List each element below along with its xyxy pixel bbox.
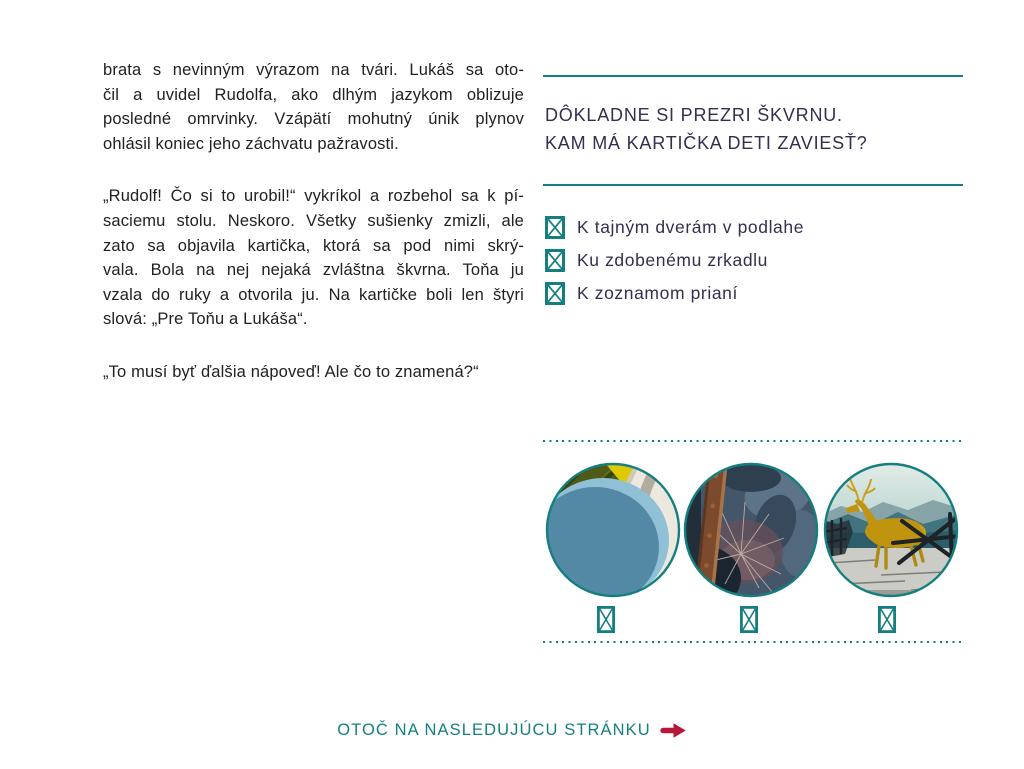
- answer-checkbox-icon[interactable]: [597, 606, 615, 633]
- story-text-line: vzala do ruky a otvorila ju. Na kartičke boli len štyri: [103, 285, 524, 304]
- story-text-line: ohlásil koniec jeho záchvatu pažravosti.: [103, 134, 399, 153]
- story-text-line: vala. Bola na nej nejaká zvláštna škvrna. Toňa ju: [103, 261, 524, 280]
- image-answer-row: [543, 606, 963, 633]
- answer-option-label: K zoznamom prianí: [577, 283, 738, 303]
- trapdoor-photo: [545, 462, 681, 598]
- turn-page-label: OTOČ NA NASLEDUJÚCU STRÁNKU: [337, 721, 651, 739]
- story-text-line: posledné omrvinky. Vzápätí mohutný únik plynov: [103, 110, 524, 129]
- story-text-line: „To musí byť ďalšia nápoveď! Ale čo to znamená?“: [103, 362, 479, 381]
- divider-line: [543, 75, 963, 77]
- activity-column: [543, 0, 963, 769]
- story-paragraph: [103, 58, 524, 156]
- answer-checkbox-icon[interactable]: [878, 606, 896, 633]
- story-text-line: brata s nevinným výrazom na tvári. Lukáš sa oto-: [103, 61, 524, 79]
- story-text-line: saciemu stolu. Neskoro. Všetky sušienky zmizli, ale: [103, 211, 524, 230]
- story-text-line: zato sa objavila kartička, ktorá sa pod nimi skrý-: [103, 236, 524, 255]
- story-text-line: slová: „Pre Toňu a Lukáša“.: [103, 310, 308, 329]
- answer-options: [545, 216, 804, 315]
- deer-photo: [823, 462, 959, 598]
- page-footer[interactable]: [0, 721, 1024, 740]
- dotted-divider: [543, 641, 963, 643]
- story-paragraph: [103, 184, 524, 332]
- right-arrow-icon: [660, 722, 687, 739]
- answer-checkbox-icon[interactable]: [740, 606, 758, 633]
- answer-option[interactable]: [545, 282, 804, 305]
- question-line: DÔKLADNE SI PREZRI ŠKVRNU.: [545, 105, 843, 125]
- mirror-photo: [683, 462, 819, 598]
- question-line: KAM MÁ KARTIČKA DETI ZAVIESŤ?: [545, 133, 868, 153]
- answer-option-label: K tajným dverám v podlahe: [577, 217, 805, 237]
- story-paragraph: [103, 360, 524, 385]
- story-text-column: [103, 58, 524, 413]
- story-text-line: čil a uvidel Rudolfa, ako dlhým jazykom oblizuje: [103, 85, 524, 104]
- dotted-divider: [543, 440, 963, 442]
- answer-option[interactable]: [545, 216, 804, 239]
- checkbox-icon[interactable]: [545, 249, 565, 272]
- answer-option[interactable]: [545, 249, 804, 272]
- checkbox-icon[interactable]: [545, 216, 565, 239]
- question-heading: [545, 101, 868, 157]
- answer-option-label: Ku zdobenému zrkadlu: [577, 250, 768, 270]
- clue-images-row: [543, 462, 963, 598]
- checkbox-icon[interactable]: [545, 282, 565, 305]
- divider-line: [543, 184, 963, 186]
- story-text-line: „Rudolf! Čo si to urobil!“ vykríkol a rozbehol sa k pí-: [103, 187, 524, 206]
